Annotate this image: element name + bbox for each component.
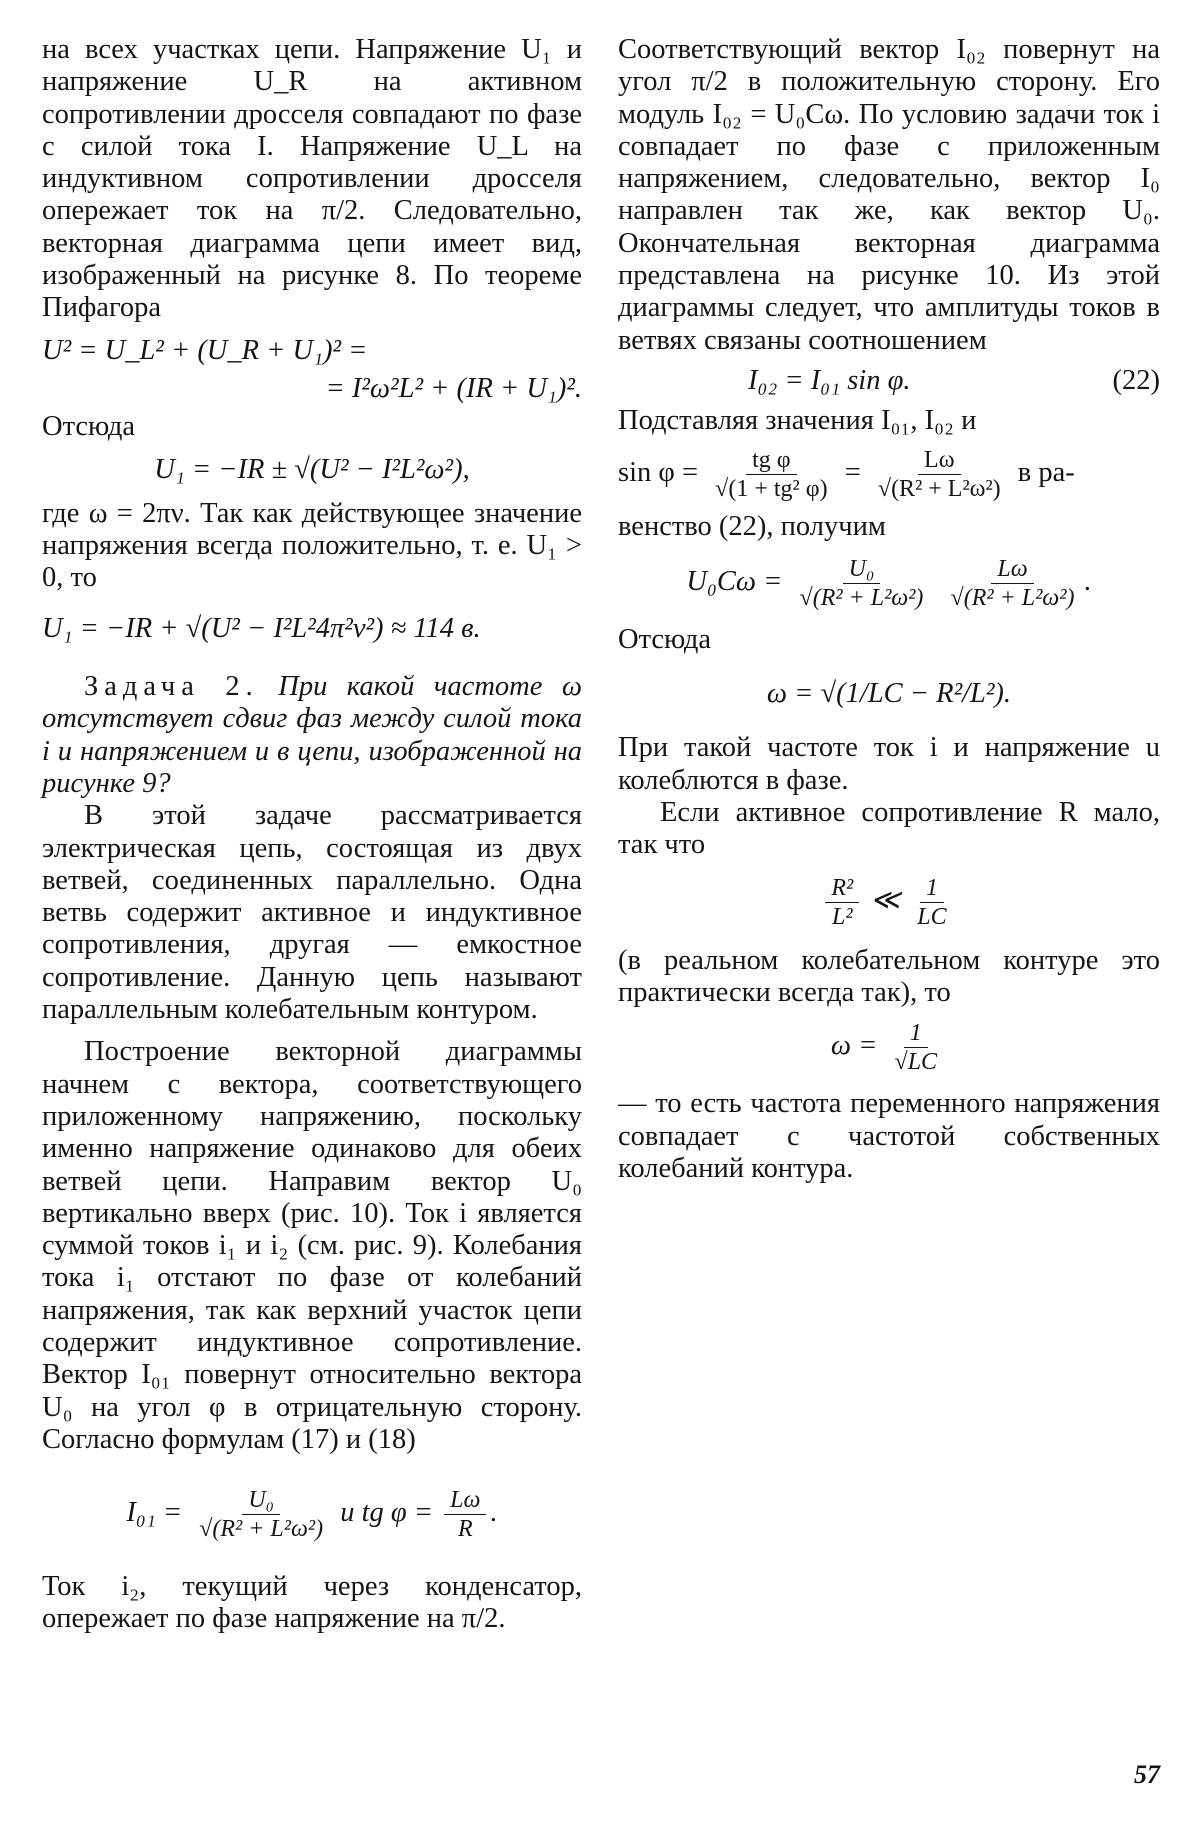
fraction — [193, 1486, 329, 1543]
equation: ω = √(1/LC − R²/L²). — [766, 678, 1012, 710]
numerator: Lω — [444, 1486, 486, 1515]
paragraph: Соответствующий вектор I₀₂ повернут на угол π/2 в положительную сторону. Его модуль I₀₂ = U₀Cω. По условию задачи ток i совпадает по фазе с приложенным напряжением, следовательно, вектор I₀ направлен так же, как вектор U₀. Окончательная векторная диаграмма представлена на рисунке 10. Из этой диаграммы следует, что амплитуды токов в ветвях связаны соотношением — [618, 34, 1160, 356]
fraction — [709, 446, 833, 503]
equation: U₁ = −IR + √(U² − I²L²4π²ν²) ≈ 114 в. — [42, 612, 481, 644]
numerator: Lω — [918, 446, 960, 475]
equation: sin φ = $\frac{\text{tg φ}}{\text{√(1 + tg² φ)}}$ = $\frac{L\omega}{\text{√(R² + L²ω²)}}$ в ра- — [618, 446, 1075, 502]
denominator: L² — [832, 903, 853, 930]
fraction — [794, 555, 930, 612]
equation-number: (22) — [1112, 364, 1160, 396]
eq-lhs: sin φ = — [618, 456, 699, 488]
denominator: √LC — [894, 1049, 938, 1076]
denominator: √(R² + L²ω²) — [877, 475, 1001, 502]
equation: U² = U_L² + (U_R + U₁)² = — [42, 334, 368, 366]
eq-mid: и tg φ = — [340, 1497, 434, 1529]
paragraph: При такой частоте ток i и напряжение u колеблются в фазе. — [618, 732, 1160, 796]
equation: U₀Cω = $\frac{\text{U₀}}{\text{√(R² + L²ω²)}}$ $\frac{L\omega}{\text{√(R² + L²ω²)}}$ . — [686, 555, 1092, 611]
denominator: √(R² + L²ω²) — [199, 1516, 324, 1543]
equation: I₀₂ = I₀₁ sin φ. — [748, 364, 911, 396]
fraction — [911, 874, 952, 931]
paragraph: венство (22), получим — [618, 510, 886, 542]
task-text: При какой частоте ω отсутствует сдвиг фаз между силой тока i и напряжением u в цепи, изображенной на рисунке 9? — [42, 671, 583, 799]
equation — [618, 1019, 1160, 1076]
fraction — [825, 874, 859, 931]
paragraph: где ω = 2πν. Так как действующее значение напряжения всегда положительно, т. е. U₁ > 0, то — [42, 497, 582, 594]
numerator: U₀ — [843, 555, 881, 584]
paragraph: Если активное сопротивление R мало, так что — [618, 797, 1160, 861]
eq-operator: ≪ — [870, 884, 901, 916]
eq-tail: в ра- — [1017, 456, 1075, 488]
eq-lhs: U₀Cω = — [686, 565, 783, 597]
task-label: Задача 2. — [84, 671, 259, 703]
eq-lhs: I₀₁ = — [126, 1497, 183, 1529]
equation: = I²ω²L² + (IR + U₁)². — [325, 372, 582, 404]
fraction — [872, 446, 1007, 503]
denominator: √(1 + tg² φ) — [715, 475, 828, 502]
denominator: LC — [917, 903, 947, 930]
paragraph: Подставляя значения I₀₁, I₀₂ и — [618, 405, 977, 437]
denominator: R — [457, 1516, 473, 1543]
right-column — [618, 34, 1160, 1185]
eq-lhs: ω = — [830, 1030, 878, 1062]
paragraph: Отсюда — [618, 623, 712, 655]
paragraph: — то есть частота переменного напряжения совпадает с частотой собственных колебаний контура. — [618, 1088, 1160, 1184]
page-number: 57 — [1134, 1760, 1160, 1789]
paragraph: (в реальном колебательном контуре это практически всегда так), то — [618, 944, 1160, 1008]
numerator: 1 — [920, 874, 944, 903]
fraction — [945, 555, 1081, 612]
equation: I₀₁ = $\frac{\text{U₀}}{\text{√(R² + L²ω²)}}$ и tg φ = $\frac{L\omega}{R}$ . — [126, 1487, 498, 1543]
numerator: Lω — [991, 555, 1033, 584]
equation-22 — [618, 365, 1160, 397]
numerator: 1 — [904, 1019, 928, 1048]
paragraph: Ток i₂, текущий через конденсатор, опережает по фазе напряжение на π/2. — [42, 1571, 582, 1635]
numerator: U₀ — [242, 1486, 280, 1515]
numerator: R² — [825, 874, 859, 903]
equation: U₁ = −IR ± √(U² − I²L²ω²), — [154, 453, 470, 485]
fraction — [889, 1019, 944, 1076]
task-paragraph — [42, 671, 582, 800]
paragraph: Отсюда — [42, 411, 136, 443]
left-column — [42, 34, 582, 1636]
paragraph: В этой задаче рассматривается электрическая цепь, состоящая из двух ветвей, соединенных параллельно. Одна ветвь содержит активное и индуктивное сопротивления, другая — емкостное сопротивление. Данную цепь называют параллельным колебательным контуром. — [42, 800, 582, 1026]
fraction — [444, 1486, 486, 1543]
denominator: √(R² + L²ω²) — [950, 584, 1075, 611]
paragraph: на всех участках цепи. Напряжение U₁ и напряжение U_R на активном сопротивлении дросселя совпадают по фазе с силой тока I. Напряжение U_L на индуктивном сопротивлении дросселя опережает ток на π/2. Следовательно, векторная диаграмма цепи имеет вид, изображенный на рисунке 8. По теореме Пифагора — [42, 34, 582, 324]
denominator: √(R² + L²ω²) — [799, 584, 924, 611]
paragraph: Построение векторной диаграммы начнем с вектора, соответствующего приложенному напряжению, поскольку именно напряжение одинаково для обеих ветвей цепи. Направим вектор U₀ вертикально вверх (рис. 10). Ток i является суммой токов i₁ и i₂ (см. рис. 9). Колебания тока i₁ отстают по фазе от колебаний напряжения, так как верхний участок цепи содержит индуктивное сопротивление. Вектор I₀₁ повернут относительно вектора U₀ на угол φ в отрицательную сторону. Согласно формулам (17) и (18) — [42, 1036, 582, 1455]
numerator: tg φ — [746, 446, 797, 475]
equation — [618, 874, 1160, 931]
